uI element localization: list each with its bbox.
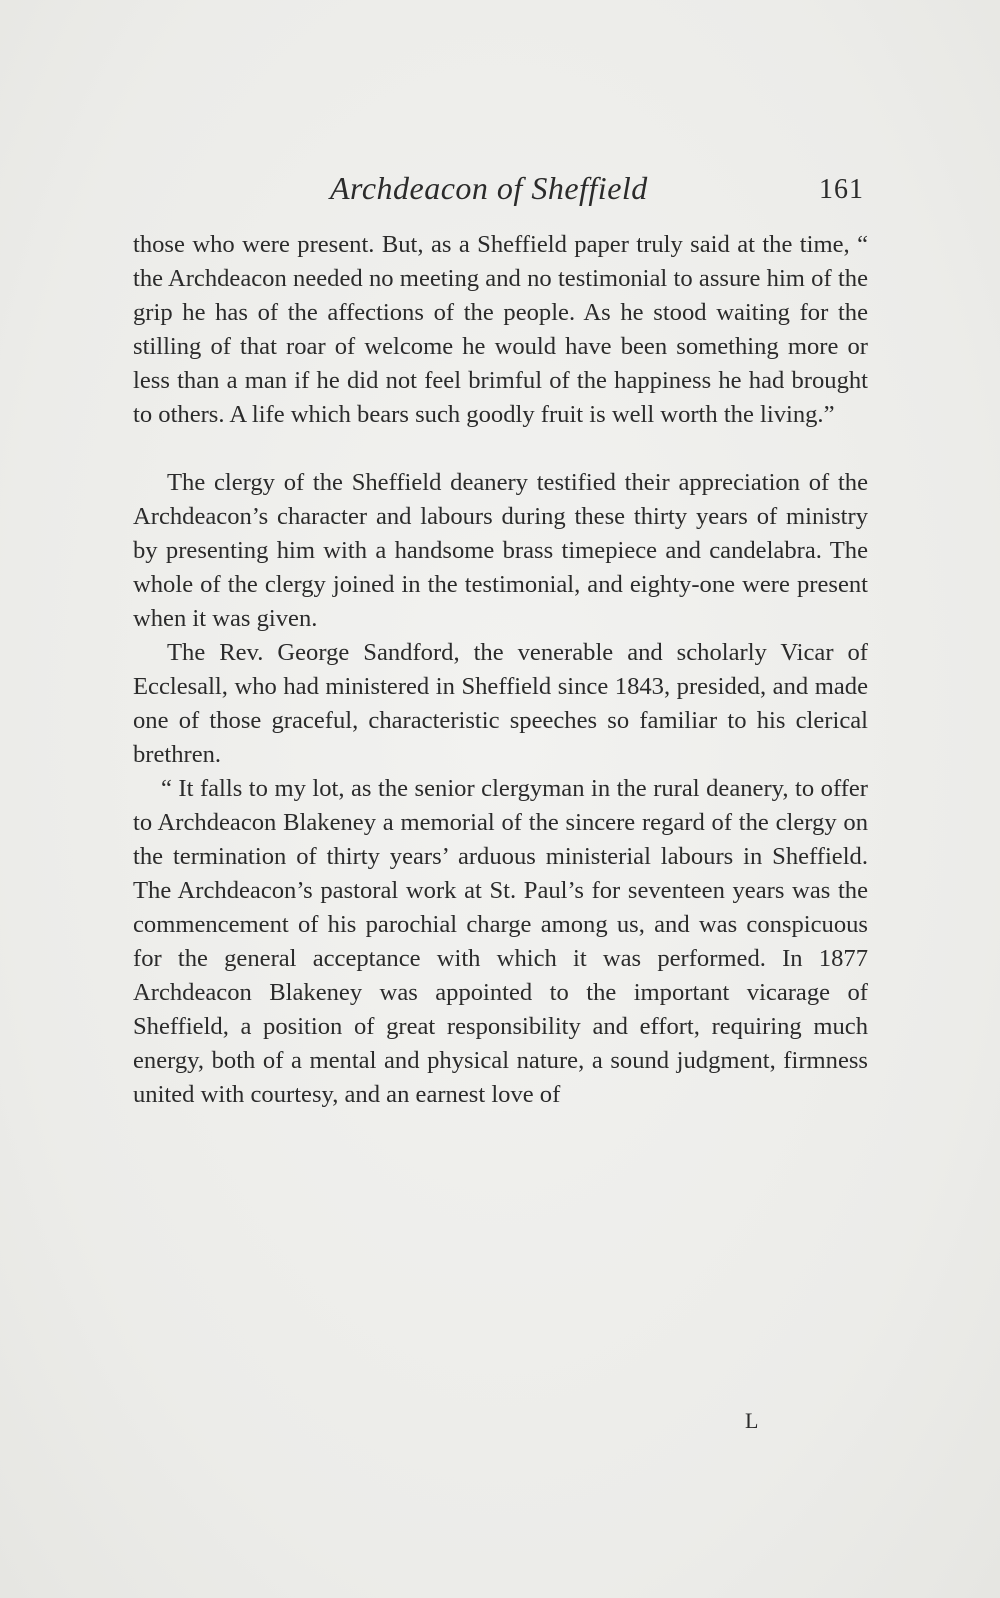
body-text (133, 228, 868, 1112)
paragraph-quoted-speech: “ It falls to my lot, as the senior clergyman in the rural deanery, to offer to Archdeacon Blakeney a memorial of the sincere regard of the clergy on the termination of thirty years’ arduous ministerial labours in Sheffield. The Archdeacon’s pastoral work at St. Paul’s for seventeen years was the commencement of his parochial charge among us, and was conspicuous for the general acceptance with which it was performed. In 1877 Archdeacon Blakeney was appointed to the important vicarage of Sheffield, a position of great responsibility and effort, requiring much energy, both of a mental and physical nature, a sound judgment, firmness united with courtesy, and an earnest love of (133, 775, 868, 1108)
paragraph-clergy-testimonial: The clergy of the Sheffield deanery testified their appreciation of the Archdeacon’s character and labours during these thirty years of ministry by presenting him with a handsome brass timepiece and candelabra. The whole of the clergy joined in the testimonial, and eighty-one were present when it was given. (133, 469, 868, 632)
paragraph-rev-sandford: The Rev. George Sandford, the venerable and scholarly Vicar of Ecclesall, who had ministered in Sheffield since 1843, presided, and made one of those graceful, characteristic speeches so familiar to his clerical brethren. (133, 639, 868, 768)
paragraph-continuation: those who were present. But, as a Sheffield paper truly said at the time, “ the Archdeacon needed no meeting and no testimonial to assure him of the grip he has of the affections of the people. As he stood waiting for the stilling of that roar of welcome he would have been something more or less than a man if he did not feel brimful of the happiness he had brought to others. A life which bears such goodly fruit is well worth the living.” (133, 231, 868, 428)
running-title: Archdeacon of Sheffield (330, 170, 648, 206)
running-head (130, 170, 870, 214)
signature-mark: L (745, 1408, 760, 1433)
page-number: 161 (819, 174, 864, 205)
